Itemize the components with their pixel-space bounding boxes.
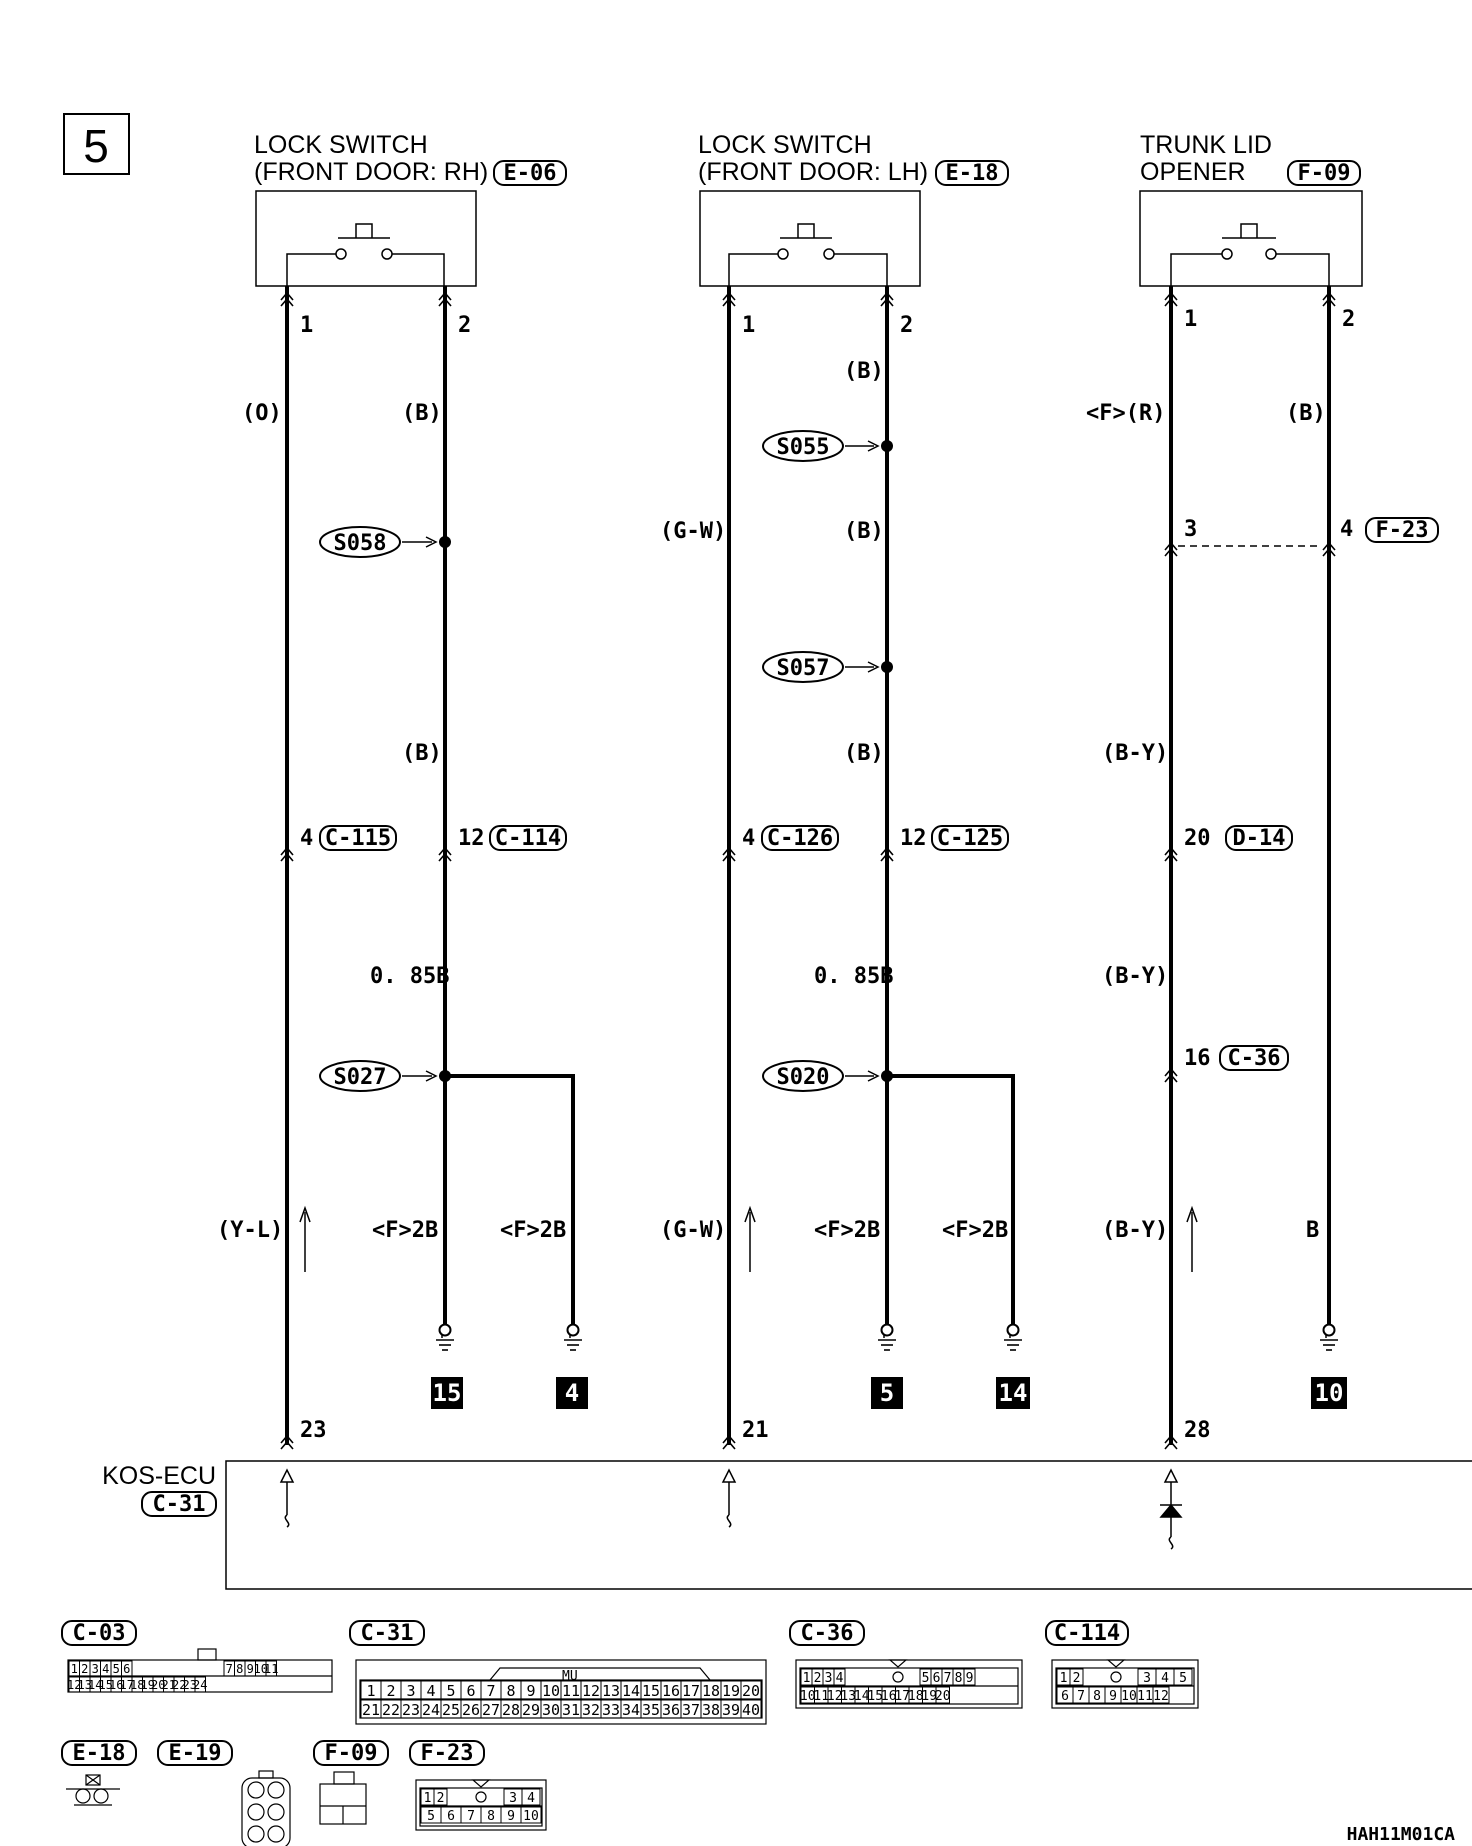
wire-color: 0. 85B [814,964,894,989]
wire-color: (B-Y) [1102,964,1169,989]
pin-label: 1 [300,313,314,338]
ground-id: 15 [432,1379,462,1407]
pin-number: 14 [853,1689,870,1704]
trunk-lid-subtitle: OPENER [1140,158,1246,186]
splice-s057 [763,652,893,682]
pin-number: 17 [119,1678,134,1692]
pin-number: 10 [541,1682,561,1700]
wire-color: <F>2B [814,1218,881,1243]
pin-number: 25 [441,1701,461,1719]
switch-symbol [287,224,444,286]
connector-e18: E-18 [945,161,999,186]
pin-number: 31 [561,1701,581,1719]
c31-marker: MU [562,1669,578,1684]
ground-id: 4 [564,1379,580,1407]
pin-number: 8 [954,1671,963,1686]
diagram-code: HAH11M01CA [1346,1824,1455,1845]
wire-rh-branch [445,1076,573,1324]
pin-number: 2 [386,1682,396,1700]
pin-number: 24 [421,1701,441,1719]
trunk-lid-title: TRUNK LID [1140,131,1272,159]
pin-label: 12 [458,826,485,851]
pin-number: 11 [1137,1689,1153,1704]
pin-number: 38 [701,1701,721,1719]
pin-number: 23 [401,1701,421,1719]
pin-number: 26 [461,1701,481,1719]
lock-switch-rh [254,131,566,286]
pin-number: 40 [741,1701,761,1719]
pin-number: 6 [123,1662,131,1676]
pin-number: 7 [467,1809,475,1824]
lock-switch-lh [698,131,1008,286]
pin-number: 1 [366,1682,376,1700]
wire-color: <F>2B [942,1218,1009,1243]
pin-number: 3 [509,1791,517,1806]
grounds [431,1325,1347,1410]
ground-id: 5 [879,1379,895,1407]
pin-number: 7 [225,1662,233,1676]
wire-color: (B) [1286,401,1326,426]
splice-s058 [320,527,451,557]
pin-number: 5 [427,1809,435,1824]
pin-number: 3 [91,1662,99,1676]
pin-label: 16 [1184,1046,1211,1071]
pin-number: 34 [621,1701,641,1719]
wire-color: (B) [402,741,442,766]
pin-number: 15 [641,1682,661,1700]
pin-number: 36 [661,1701,681,1719]
pin-number: 23 [182,1678,197,1692]
wire-color: (O) [242,401,282,426]
connector-c125: C-125 [936,826,1004,851]
pin-number: 32 [581,1701,601,1719]
pin-number: 9 [507,1809,515,1824]
pin-number: 7 [1077,1689,1085,1704]
pin-number: 37 [681,1701,701,1719]
switch-symbol [729,224,887,286]
ground-id: 10 [1314,1379,1344,1407]
svg-text:S055: S055 [776,435,830,460]
svg-text:S058: S058 [333,531,387,556]
pin-label: 4 [300,826,314,851]
wire-color: <F>2B [500,1218,567,1243]
pin-number: 13 [77,1678,92,1692]
pin-number: 12 [581,1682,601,1700]
pin-number: 16 [109,1678,124,1692]
connector-e06: E-06 [503,161,557,186]
pin-label: 23 [300,1418,327,1443]
wire-color: <F>(R) [1086,401,1166,426]
connector-c114: C-114 [494,826,562,851]
pin-label: 3 [1184,517,1198,542]
pin-number: 20 [934,1689,951,1704]
pin-number: 13 [601,1682,621,1700]
ecu-name: KOS-ECU [102,1462,216,1490]
pin-number: 4 [527,1791,535,1806]
pin-label: 21 [742,1418,769,1443]
pin-number: 18 [701,1682,721,1700]
pin-number: 3 [824,1671,833,1686]
pin-label: 4 [1340,517,1354,542]
pin-number: 7 [486,1682,496,1700]
pin-number: 3 [1143,1671,1151,1686]
pin-number: 1 [1059,1671,1068,1686]
pin-number: 14 [621,1682,641,1700]
pin-number: 24 [193,1678,208,1692]
pin-number: 19 [921,1689,938,1704]
pin-number: 33 [601,1701,621,1719]
svg-text:S020: S020 [776,1065,830,1090]
pin-number: 35 [641,1701,661,1719]
pin-number: 6 [447,1809,455,1824]
pin-number: 2 [81,1662,89,1676]
legend-c114: C-114 [1053,1621,1121,1646]
pin-number: 20 [741,1682,761,1700]
pin-number: 12 [67,1678,82,1692]
pin-number: 39 [721,1701,741,1719]
wire-color: (G-W) [660,519,727,544]
pin-number: 10 [523,1809,539,1824]
pin-label: 12 [900,826,927,851]
pin-number: 2 [1072,1671,1081,1686]
pin-number: 13 [840,1689,857,1704]
pin-number: 7 [943,1671,952,1686]
wire-color: (B-Y) [1102,741,1169,766]
pin-number: 29 [521,1701,541,1719]
connector-c126: C-126 [766,826,834,851]
pin-number: 21 [161,1678,176,1692]
legend-c03: C-03 [72,1621,126,1646]
pin-number: 4 [426,1682,436,1700]
pin-number: 18 [130,1678,145,1692]
pin-label: 2 [900,313,914,338]
lock-switch-rh-subtitle: (FRONT DOOR: RH) [254,158,489,186]
pin-number: 9 [526,1682,536,1700]
pin-number: 6 [932,1671,941,1686]
wire-color: (B) [844,741,884,766]
pin-number: 17 [681,1682,701,1700]
pin-number: 15 [98,1678,113,1692]
pin-label: 1 [1184,307,1198,332]
switch-symbol [1171,224,1329,286]
wire-color: B [1306,1218,1320,1243]
wire-color: (B) [844,519,884,544]
connector-f09: F-09 [1297,161,1351,186]
svg-text:S057: S057 [776,656,830,681]
pin-number: 9 [965,1671,974,1686]
legend-pin-cells [67,1661,1192,1824]
pin-number: 20 [151,1678,166,1692]
pin-number: 28 [501,1701,521,1719]
pin-number: 5 [1179,1671,1187,1686]
pin-number: 10 [799,1689,816,1704]
pin-number: 6 [1061,1689,1069,1704]
legend-c31: C-31 [360,1621,414,1646]
pin-number: 30 [541,1701,561,1719]
wire-lh-branch [887,1076,1013,1324]
pin-number: 8 [236,1662,244,1676]
connector-e18-face [66,1775,120,1805]
pin-number: 8 [487,1809,495,1824]
pin-number: 4 [1161,1671,1169,1686]
legend-e18: E-18 [72,1741,126,1766]
wire-color: (B-Y) [1102,1218,1169,1243]
page-number: 5 [83,120,109,172]
pin-number: 27 [481,1701,501,1719]
wire-color: <F>2B [372,1218,439,1243]
pin-label: 4 [742,826,756,851]
pin-number: 9 [1109,1689,1117,1704]
pin-number: 8 [506,1682,516,1700]
pin-number: 8 [1093,1689,1101,1704]
svg-text:S027: S027 [333,1065,387,1090]
pin-number: 14 [88,1678,103,1692]
pin-number: 15 [867,1689,884,1704]
legend-e19: E-19 [168,1741,222,1766]
ground-id: 14 [998,1379,1028,1407]
pin-number: 16 [880,1689,897,1704]
pin-number: 16 [661,1682,681,1700]
trunk-lid-opener [1140,131,1362,286]
pin-number: 10 [253,1662,268,1676]
pin-number: 1 [70,1662,78,1676]
lock-switch-rh-title: LOCK SWITCH [254,131,428,159]
pin-number: 5 [921,1671,930,1686]
pin-number: 11 [264,1662,279,1676]
pin-number: 9 [246,1662,254,1676]
connector-e19-face [242,1771,290,1846]
pin-label: 2 [1342,307,1356,332]
pin-number: 5 [112,1662,120,1676]
legend-f09: F-09 [324,1741,378,1766]
wire-color: (B) [844,359,884,384]
pin-number: 1 [802,1671,811,1686]
pin-number: 10 [1121,1689,1137,1704]
pin-numbers [300,307,1355,1443]
pin-number: 22 [381,1701,401,1719]
pin-number: 6 [466,1682,476,1700]
pin-label: 2 [458,313,472,338]
lock-switch-lh-subtitle: (FRONT DOOR: LH) [698,158,929,186]
pin-number: 12 [826,1689,843,1704]
pin-number: 21 [361,1701,381,1719]
legend-c36: C-36 [800,1621,854,1646]
pin-number: 2 [436,1791,445,1806]
pin-number: 12 [1153,1689,1169,1704]
splice-s027 [320,1061,451,1091]
wire-color-labels [217,359,1326,1243]
splice-s055 [763,431,893,461]
connector-c36: C-36 [1227,1046,1281,1071]
wire-color: (B) [402,401,442,426]
wire-color: (Y-L) [217,1218,284,1243]
pin-number: 2 [813,1671,822,1686]
pin-number: 4 [835,1671,844,1686]
connector-c115: C-115 [324,826,392,851]
pin-number: 19 [140,1678,155,1692]
wire-color: 0. 85B [370,964,450,989]
pin-number: 1 [423,1791,432,1806]
connector-d14: D-14 [1232,826,1286,851]
pin-label: 28 [1184,1418,1211,1443]
pin-number: 17 [894,1689,911,1704]
pin-number: 3 [406,1682,416,1700]
splice-s020 [763,1061,893,1091]
connector-legend [62,1621,1198,1846]
pin-number: 22 [172,1678,187,1692]
connector-f09-face [320,1772,366,1824]
pin-number: 19 [721,1682,741,1700]
pin-number: 18 [907,1689,924,1704]
kos-ecu [102,1461,1472,1589]
lock-switch-lh-title: LOCK SWITCH [698,131,872,159]
pin-label: 20 [1184,826,1211,851]
connector-f23: F-23 [1375,518,1429,543]
pin-label: 1 [742,313,756,338]
legend-f23: F-23 [420,1741,474,1766]
connector-c31: C-31 [152,1492,206,1517]
pin-number: 11 [813,1689,830,1704]
pin-number: 11 [561,1682,581,1700]
wire-color: (G-W) [660,1218,727,1243]
pin-number: 5 [446,1682,456,1700]
connector-marks [281,293,1335,1449]
pin-number: 4 [102,1662,110,1676]
